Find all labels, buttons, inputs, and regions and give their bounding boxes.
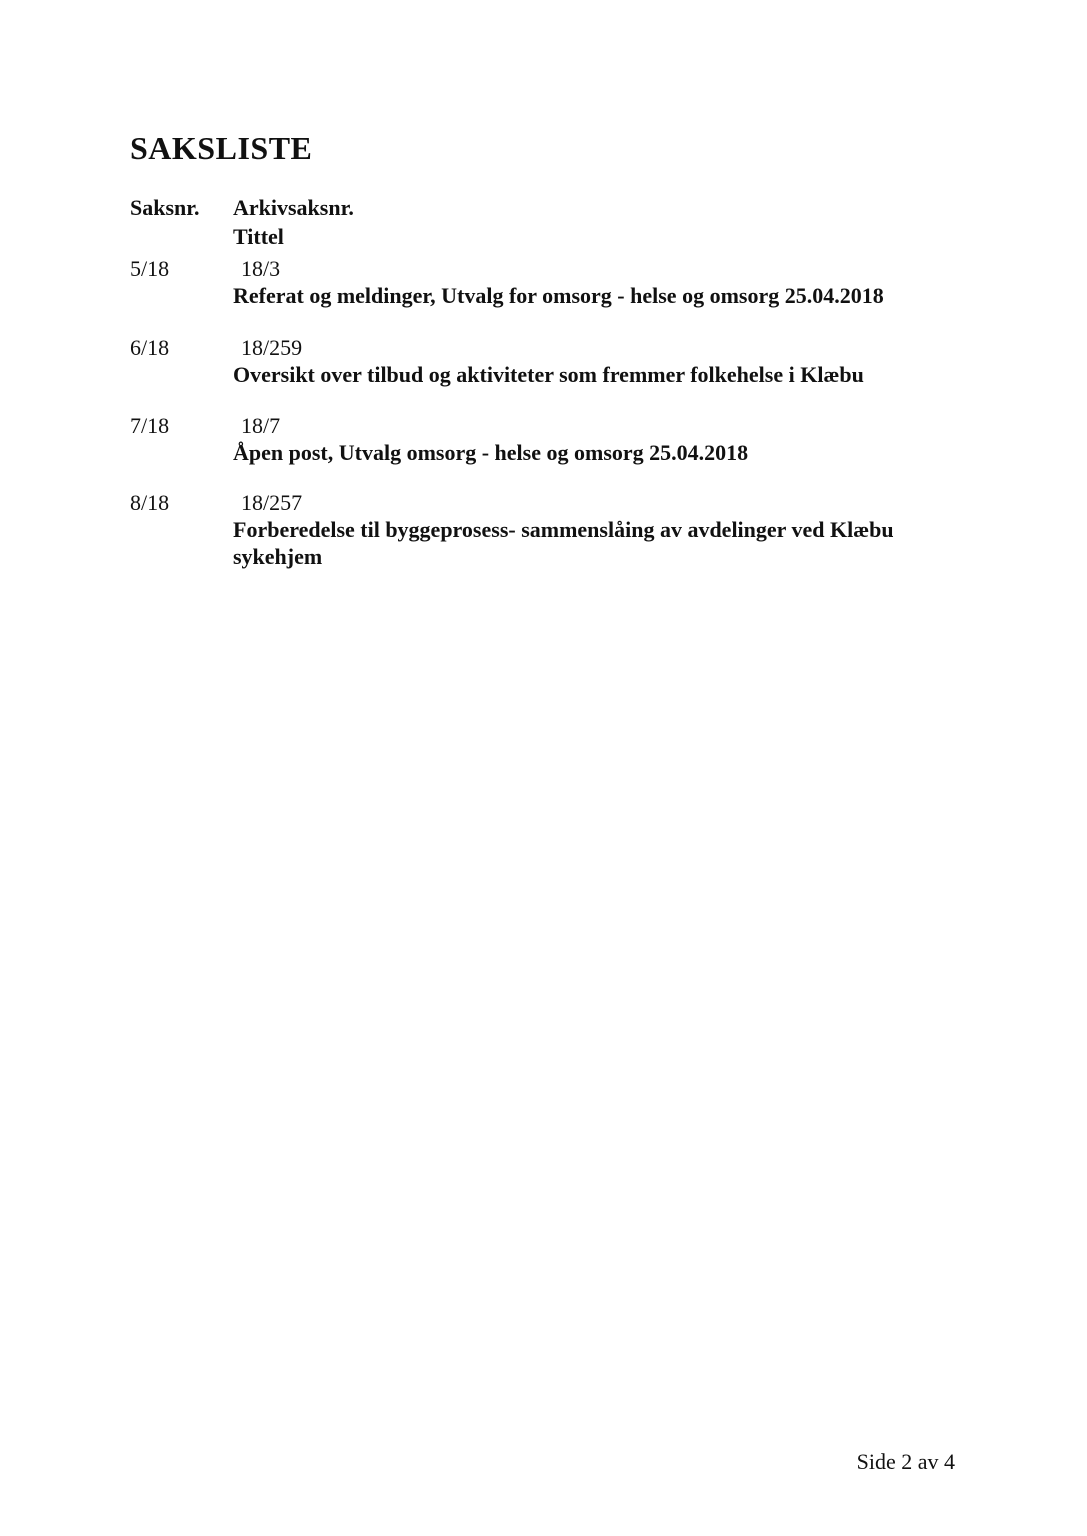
archive-case-number: 18/257 — [241, 490, 303, 515]
case-details — [233, 255, 933, 309]
case-row — [130, 255, 933, 309]
case-number: 6/18 — [130, 335, 170, 360]
case-title: Oversikt over tilbud og aktiviteter som fremmer folkehelse i Klæbu — [233, 362, 864, 387]
case-title: Forberedelse til byggeprosess- sammenslåing av avdelinger ved Klæbu sykehjem — [233, 517, 894, 569]
column-header-saksnr: Saksnr. — [130, 195, 200, 220]
case-row — [130, 412, 933, 466]
case-details — [233, 489, 933, 570]
case-details — [233, 334, 933, 388]
case-number: 5/18 — [130, 256, 170, 281]
case-title: Referat og meldinger, Utvalg for omsorg - helse og omsorg 25.04.2018 — [233, 283, 884, 308]
case-row — [130, 489, 933, 570]
case-number: 8/18 — [130, 490, 170, 515]
case-details — [233, 412, 933, 466]
case-number: 7/18 — [130, 413, 170, 438]
column-header-arkiv-tittel — [233, 193, 354, 251]
page-title: SAKSLISTE — [130, 130, 313, 166]
archive-case-number: 18/7 — [241, 413, 281, 438]
page-number-indicator: Side 2 av 4 — [856, 1449, 955, 1474]
case-row — [130, 334, 933, 388]
archive-case-number: 18/3 — [241, 256, 281, 281]
case-list-header — [130, 193, 354, 251]
column-header-arkivsaksnr: Arkivsaksnr. — [233, 195, 354, 220]
archive-case-number: 18/259 — [241, 335, 303, 360]
case-title: Åpen post, Utvalg omsorg - helse og omsorg 25.04.2018 — [233, 440, 749, 465]
column-header-tittel: Tittel — [233, 224, 284, 249]
